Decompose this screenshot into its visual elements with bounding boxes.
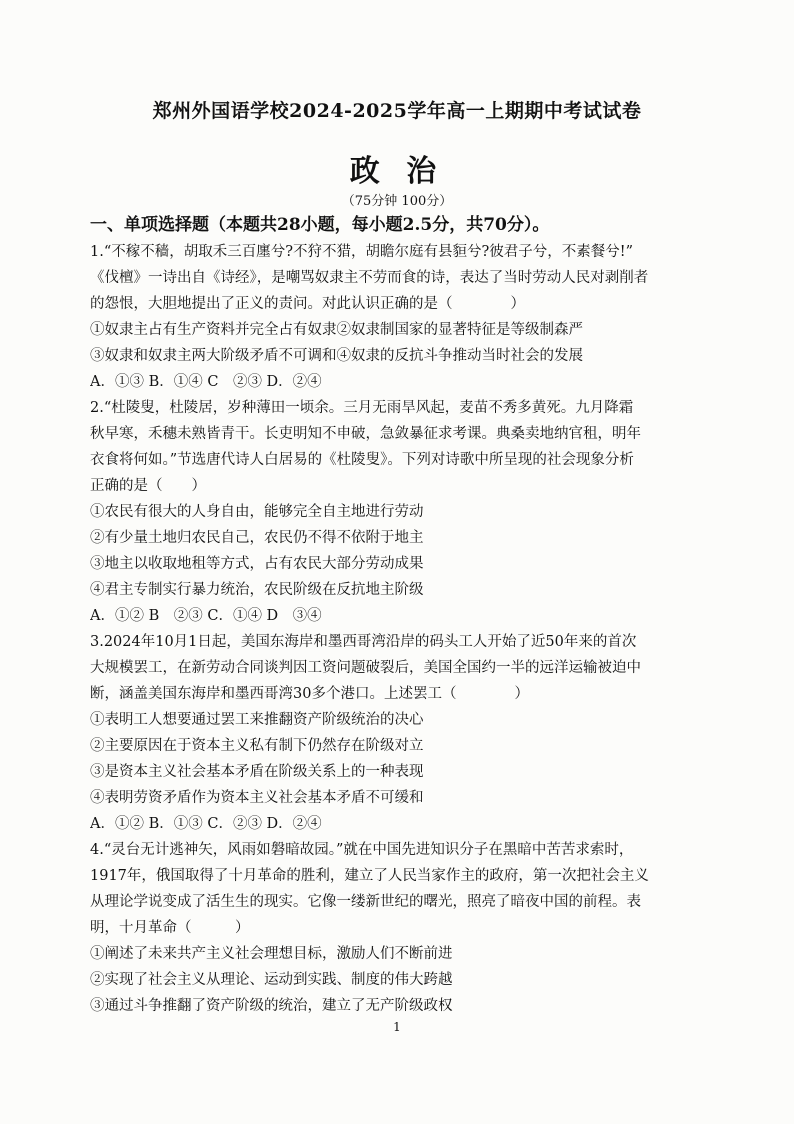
text-line: 《伐檀》一诗出自《诗经》，是嘲骂奴隶主不劳而食的诗，表达了当时劳动人民对剥削者 (90, 270, 649, 286)
text-line: ③奴隶和奴隶主两大阶级矛盾不可调和④奴隶的反抗斗争推动当时社会的发展 (90, 348, 583, 364)
text-line: ②有少量土地归农民自己，农民仍不得不依附于地主 (90, 530, 424, 546)
text-line: 4.“灵台无计逃神矢，风雨如磐暗故园。”就在中国先进知识分子在黑暗中苦苦求索时， (90, 842, 634, 858)
question-body (90, 239, 730, 1019)
exam-title: 郑州外国语学校2024-2025学年高一上期期中考试试卷 (152, 100, 642, 122)
text-line: 3.2024年10月1日起，美国东海岸和墨西哥湾沿岸的码头工人开始了近50年来的首次 (90, 634, 637, 650)
text-line: ③是资本主义社会基本矛盾在阶级关系上的一种表现 (90, 764, 424, 780)
text-line: ②实现了社会主义从理论、运动到实践、制度的伟大跨越 (90, 972, 453, 988)
text-line: 秋早寒，禾穗未熟皆青干。长吏明知不申破，急敛暴征求考课。典桑卖地纳官租，明年 (90, 426, 641, 442)
text-line: ③地主以收取地租等方式，占有农民大部分劳动成果 (90, 556, 424, 572)
text-line: 断，涵盖美国东海岸和墨西哥湾30多个港口。上述罢工（ ） (90, 686, 529, 702)
text-line: ①奴隶主占有生产资料并完全占有奴隶②奴隶制国家的显著特征是等级制森严 (90, 322, 583, 338)
text-line: 衣食将何如。”节选唐代诗人白居易的《杜陵叟》。下列对诗歌中所呈现的社会现象分析 (90, 452, 634, 468)
answer-options: A．①③ B．①④ C ②③ D．②④ (90, 374, 322, 390)
text-line: 大规模罢工，在新劳动合同谈判因工资问题破裂后，美国全国约一半的远洋运输被迫中 (90, 660, 641, 676)
text-line: ①表明工人想要通过罢工来推翻资产阶级统治的决心 (90, 712, 424, 728)
page-number: 1 (393, 1020, 401, 1034)
text-line: ①阐述了未来共产主义社会理想目标，激励人们不断前进 (90, 946, 453, 962)
exam-time-score: （75分钟 100分） (341, 194, 453, 209)
text-line: 明，十月革命（ ） (90, 920, 250, 936)
text-line: ④君主专制实行暴力统治，农民阶级在反抗地主阶级 (90, 582, 424, 598)
answer-options: A．①② B ②③ C．①④ D ③④ (90, 608, 322, 624)
text-line: ③通过斗争推翻了资产阶级的统治，建立了无产阶级政权 (90, 998, 453, 1014)
text-line: 1.“不稼不穑，胡取禾三百廛兮?不狩不猎，胡瞻尔庭有县貆兮?彼君子兮，不素餐兮!” (90, 244, 634, 260)
text-line: 从理论学说变成了活生生的现实。它像一缕新世纪的曙光，照亮了暗夜中国的前程。表 (90, 894, 641, 910)
text-line: ①农民有很大的人身自由，能够完全自主地进行劳动 (90, 504, 424, 520)
text-line: 2.“杜陵叟，杜陵居，岁种薄田一顷余。三月无雨旱风起，麦苗不秀多黄死。九月降霜 (90, 400, 634, 416)
text-line: 1917年，俄国取得了十月革命的胜利，建立了人民当家作主的政府，第一次把社会主义 (90, 868, 649, 884)
text-line: ④表明劳资矛盾作为资本主义社会基本矛盾不可缓和 (90, 790, 424, 806)
text-line: 的怨恨，大胆地提出了正义的责问。对此认识正确的是（ ） (90, 296, 525, 312)
text-line: ②主要原因在于资本主义私有制下仍然存在阶级对立 (90, 738, 424, 754)
section-heading: 一、单项选择题（本题共28小题，每小题2.5分，共70分）。 (90, 215, 550, 235)
text-line: 正确的是（ ） (90, 478, 206, 494)
answer-options: A．①② B．①③ C．②③ D．②④ (90, 816, 322, 832)
subject-title: 政 治 (349, 154, 445, 189)
